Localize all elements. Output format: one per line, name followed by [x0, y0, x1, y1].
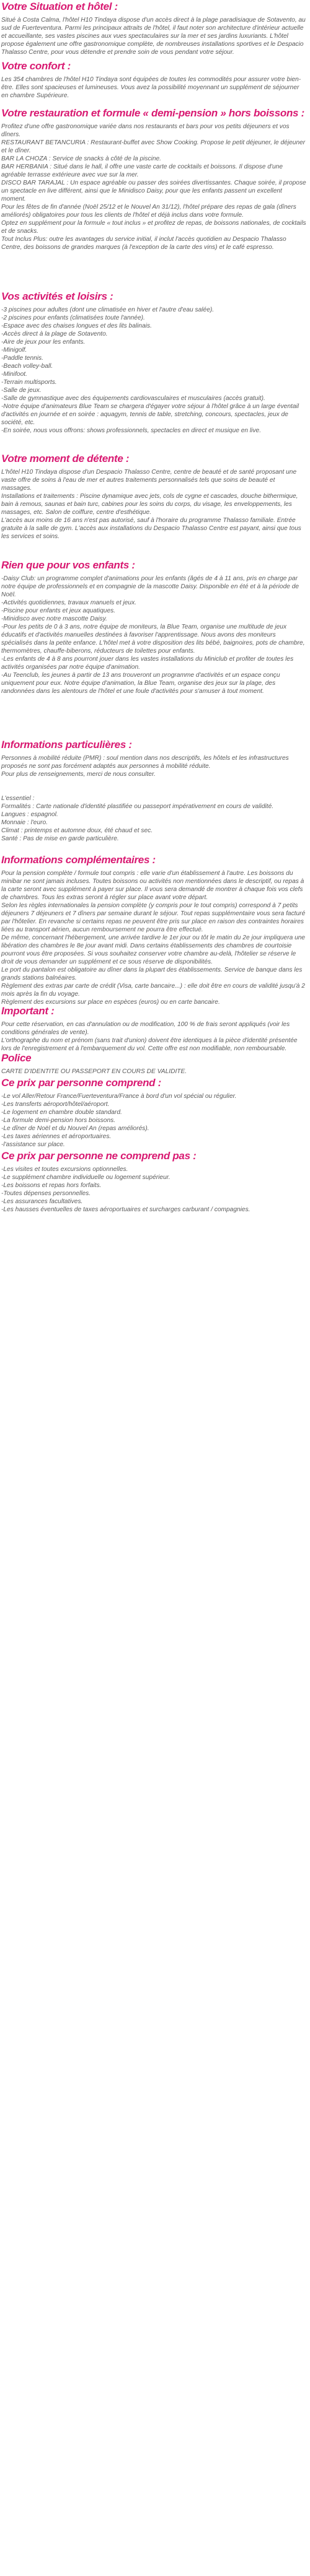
section-informations-particulieres [1, 739, 306, 843]
section-heading: Vos activités et loisirs : [1, 290, 113, 302]
section-informations-complementaires [1, 855, 306, 1006]
section-heading: Votre moment de détente : [1, 453, 130, 464]
section-heading: Ce prix par personne comprend : [1, 1077, 162, 1089]
section-activites [1, 291, 306, 435]
section-heading: Votre restauration et formule « demi-pension » hors boissons : [1, 107, 304, 119]
section-heading: Ce prix par personne ne comprend pas : [1, 1150, 197, 1162]
section-body: -Les visites et toutes excursions optionnelles. -Le supplément chambre individuelle ou logement supérieur. -Les boissons et repas hors forfaits. -Toutes dépenses personnelles. -Les assurances facultatives. -Les hausses éventuelles de taxes aéroportuaires et surcharges carburant / compagnies. [1, 1166, 250, 1213]
section-enfants [1, 560, 306, 695]
section-situation [1, 1, 306, 56]
section-heading: Rien que pour vos enfants : [1, 559, 135, 571]
section-confort [1, 61, 306, 100]
section-body: L'hôtel H10 Tindaya dispose d'un Despacio Thalasso Centre, centre de beauté et de santé proposant une vaste offre de soins à l'eau de mer et autres traitements personnalisés tels que soins de beauté et massages. Installations et traitements : Piscine dynamique avec jets, cols de cygne et cascades, douche bithermique, bain à remous, saunas et bain turc, cabines pour les soins du corps, du visage, les enveloppements, les massages, etc. Salon de coiffure, centre d'esthétique. L'accès aux moins de 16 ans n'est pas autorisé, sauf à l'horaire du programme Thalasso familiale. Entrée gratuite à la salle de gym. L'accès aux installations du Despacio Thalasso Centre est payant, ainsi que tous les services et soins. [1, 469, 301, 540]
section-police [1, 1053, 306, 1076]
section-prix-ne-comprend-pas [1, 1151, 306, 1214]
section-body: Personnes à mobilité réduite (PMR) : soul mention dans nos descriptifs, les hôtels et les infrastructures proposés ne sont pas forcément adaptés aux personnes à mobilité réduite. Pour plus de renseignements, merci de nous consulter. L'essentiel : Formalités : Carte nationale d'identité plastifiée ou passeport impérativement en cours de validité. Langues : espagnol. Monnaie : l'euro. Climat : printemps et automne doux, été chaud et sec. Santé : Pas de mise en garde particulière. [1, 755, 289, 842]
section-body: CARTE D'IDENTITE OU PASSEPORT EN COURS DE VALIDITE. [1, 1068, 187, 1075]
section-body: -Daisy Club: un programme complet d'animations pour les enfants (âgés de 4 à 11 ans, pris en charge par notre équipe de professionnels et en compagnie de la mascotte Daisy. Disponible en été et à la période de Noël. -Activités quotidiennes, travaux manuels et jeux. -Piscine pour enfants et jeux aquatiques. -Minidisco avec notre mascotte Daisy. -Pour les petits de 0 à 3 ans, notre équipe de moniteurs, la Blue Team, organise une multitude de jeux éducatifs et d'activités manuelles destinées à favoriser l'apprentissage. Nous avons des moniteurs spécialisés dans la petite enfance. L'hôtel met à votre disposition des lits bébé, baignoires, pots de chambre, thermomètres, chauffe-biberons, réducteurs de toilettes pour enfants. -Les enfants de 4 à 8 ans pourront jouer dans les vastes installations du Miniclub et profiter de toutes les activités organisées par notre équipe d'animation. -Au Teenclub, les jeunes à partir de 13 ans trouveront un programme d'activités et un espace conçu uniquement pour eux. Notre équipe d'animation, la Blue Team, organise des jeux sur la plage, des randonnées dans les alentours de l'hôtel et une foule d'activités pour s'amuser à tout moment. [1, 575, 305, 695]
section-body: Les 354 chambres de l'hôtel H10 Tindaya sont équipées de toutes les commodités pour assurer votre bien-être. Elles sont spacieuses et lumineuses. Vous avez la possibilité moyennant un supplément de séjourner en chambre Supérieure. [1, 76, 301, 99]
section-body: Profitez d'une offre gastronomique variée dans nos restaurants et bars pour vos petits déjeuners et vos dîners. RESTAURANT BETANCURIA : Restaurant-buffet avec Show Cooking. Propose le petit déjeuner, le déjeuner et le dîner. BAR LA CHOZA : Service de snacks à côté de la piscine. BAR HERBANIA : Situé dans le hall, il offre une vaste carte de cocktails et boissons. Il dispose d'une agréable terrasse extérieure avec vue sur la mer. DISCO BAR TARAJAL : Un espace agréable ou passer des soirées divertissantes. Chaque soirée, il propose un spectacle en live différent, ainsi que le Minidisco Daisy, pour que les enfants passent un excellent moment. Pour les fêtes de fin d'année (Noël 25/12 et le Nouvel An 31/12), l'hôtel prépare des repas de gala (dîners améliorés) obligatoires pour tous les clients de l'hôtel et déjà inclus dans votre formule. Optez en supplément pour la formule « tout inclus » et profitez de repas, de boissons nationales, de cocktails et de snacks. Tout Inclus Plus: outre les avantages du service initial, il inclut l'accès quotidien au Despacio Thalasso Centre, des boissons de grandes marques (à l'exception de la carte des vins) et le café espresso. [1, 123, 306, 251]
section-heading: Informations complémentaires : [1, 854, 156, 866]
section-body: -3 piscines pour adultes (dont une climatisée en hiver et l'autre d'eau salée). -2 piscines pour enfants (climatisées toute l'année). -Espace avec des chaises longues et des lits balinais. -Accès direct à la plage de Sotavento. -Aire de jeux pour les enfants. -Minigolf. -Paddle tennis. -Beach volley-ball. -Minifoot. -Terrain multisports. -Salle de jeux. -Salle de gymnastique avec des équipements cardiovasculaires et musculaires (accès gratuit). -Notre équipe d'animateurs Blue Team se chargera d'égayer votre séjour à l'hôtel grâce à un large éventail d'activités en journée et en soirée : aquagym, tennis de table, stretching, concours, spectacles, jeux de société, etc. -En soirée, nous vous offrons: shows professionnels, spectacles en direct et musique en live. [1, 307, 299, 434]
section-restauration [1, 108, 306, 251]
section-heading: Votre confort : [1, 60, 71, 72]
section-body: Pour la pension complète / formule tout compris : elle varie d'un établissement à l'autre. Les boissons du minibar ne sont jamais incluses. Toutes boissons ou activités non mentionnées dans le descriptif, ou repas à la carte seront avec supplément à payer sur place. Il vous sera demandé de montrer à chaque fois vos clefs de chambres. Tous les extras seront à régler sur place avant votre départ. Selon les règles internationales la pension complète (y compris pour le tout compris) correspond à 7 petits déjeuners 7 déjeuners et 7 dîners par semaine durant le séjour. Tout repas supplémentaire vous sera facturé par l'hôtelier. En revanche si certains repas ne peuvent être pris sur place en raison des contraintes horaires liées au transport aérien, aucun remboursement ne pourra être effectué. De même, concernant l'hébergement, une arrivée tardive le 1er jour ou tôt le matin du 2e jour impliquera une libération des chambres le 8e jour avant midi. Dans certains établissements des chambres de courtoisie pourront vous être proposées. Si vous souhaitez conserver votre chambre au-delà, l'hôtelier se réserve le droit de vous demander un supplément et ce sous réserve de disponibilités. Le port du pantalon est obligatoire au dîner dans la plupart des établissements. Service de banque dans les grands stations balnéaires. Règlement des extras par carte de crédit (Visa, carte bancaire...) : elle doit être en cours de validité jusqu'à 2 mois après la fin du voyage. Règlement des excursions sur place en espèces (euros) ou en carte bancaire. [1, 870, 306, 1006]
section-detente [1, 453, 306, 541]
section-prix-comprend [1, 1077, 306, 1149]
section-heading: Informations particulières : [1, 739, 132, 751]
section-important [1, 1006, 306, 1053]
section-body: -Le vol Aller/Retour France/Fuerteventura/France à bord d'un vol spécial ou régulier. -Les transferts aéroport/hôtel/aéroport. -Le logement en chambre double standard. -La formule demi-pension hors boissons. -Le dîner de Noël et du Nouvel An (repas améliorés). -Les taxes aériennes et aéroportuaires. -l'assistance sur place. [1, 1093, 237, 1148]
section-heading: Police [1, 1052, 32, 1064]
section-heading: Votre Situation et hôtel : [1, 1, 118, 12]
section-body: Situé à Costa Calma, l'hôtel H10 Tindaya dispose d'un accès direct à la plage paradisiaque de Sotavento, au sud de Fuerteventura. Parmi les principaux attraits de l'hôtel, il faut noter son architecture d'intérieur actuelle et accueillante, ses vastes piscines aux vues spectaculaires sur la mer et ses jardins luxuriants. L'hôtel propose également une offre gastronomique complète, de nombreuses installations sportives et le Despacio Thalasso Centre, pour vous détendre et prendre soin de vous pendant votre séjour. [1, 17, 306, 56]
section-heading: Important : [1, 1005, 55, 1017]
section-body: Pour cette réservation, en cas d'annulation ou de modification, 100 % de frais seront appliqués (voir les conditions générales de vente). L'orthographe du nom et prénom (sans trait d'union) doivent être identiques à la pièce d'identité présentée lors de l'enregistrement et à l'embarquement du vol. Cette offre est non modifiable, non remboursable. [1, 1021, 298, 1052]
